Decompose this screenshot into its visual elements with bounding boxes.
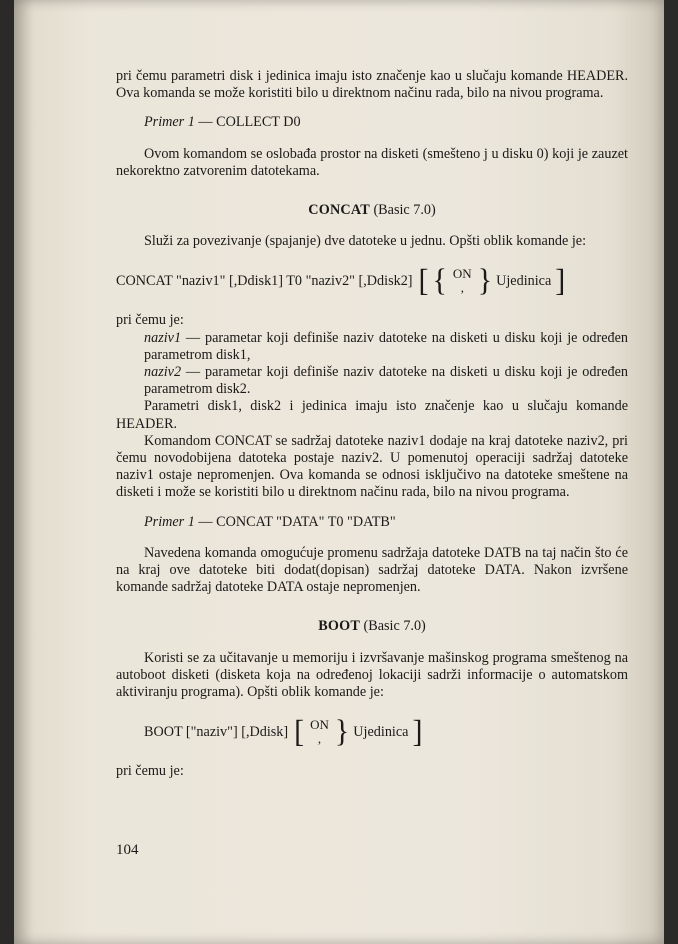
term2-desc: — parametar koji definiše naziv datoteke na disketi u disku koji je određen parametrom disk2.	[144, 364, 628, 398]
concat-syntax-unit: Ujedinica	[496, 272, 552, 289]
concat-choice	[451, 267, 474, 295]
example-code: — COLLECT D0	[198, 114, 301, 131]
concat-title: CONCAT	[308, 202, 370, 219]
boot-syntax-main: BOOT ["naziv"] [,Ddisk]	[144, 723, 289, 740]
term-naziv1	[116, 330, 628, 364]
concat-example-code: — CONCAT "DATA" T0 "DATB"	[198, 513, 396, 530]
right-brace-icon: }	[477, 263, 493, 299]
concat-title-suffix: (Basic 7.0)	[373, 202, 436, 219]
book-page	[14, 0, 664, 944]
concat-params-note: Parametri disk1, disk2 i jedinica imaju isto značenje kao u slučaju komande HEADER.	[116, 398, 628, 432]
term-naziv2	[116, 364, 628, 398]
boot-choice-comma: ,	[317, 731, 322, 747]
boot-choice	[308, 718, 331, 746]
boot-right-brace-icon: }	[334, 714, 350, 750]
example-label: Primer 1	[144, 114, 195, 131]
term2-name: naziv2	[144, 364, 182, 381]
intro-paragraph: pri čemu parametri disk i jedinica imaju isto značenje kao u slučaju komande HEADER. Ova komanda se može koristiti bilo u direktnom načinu rada, bilo na nivou programa.	[116, 68, 628, 102]
concat-description: Služi za povezivanje (spajanje) dve datoteke u jednu. Opšti oblik komande je:	[144, 233, 587, 250]
term1-name: naziv1	[144, 329, 182, 346]
page-content	[116, 68, 628, 780]
page-number: 104	[116, 842, 139, 858]
concat-example	[116, 514, 628, 531]
right-bracket-icon: ]	[555, 263, 566, 299]
concat-example-description: Navedena komanda omogućuje promenu sadržaja datoteke DATB na taj način što će na kraj ove datoteke biti dodat(dopisan) sadržaj datoteke DATA. Nakon izvršene komande sadržaj datoteke DATA ostaje nepromenjen.	[116, 544, 628, 596]
boot-right-bracket-icon: ]	[412, 714, 423, 750]
boot-description: Koristi se za učitavanje u memoriju i izvršavanje mašinskog programa smeštenog na autoboot disketi (disketa koja na određenoj lokaciji sadrži informacije o automatskom aktiviranju programa). Opšti oblik komande je:	[116, 649, 628, 701]
boot-syntax-unit: Ujedinica	[353, 723, 409, 740]
boot-left-bracket-icon: [	[294, 714, 305, 750]
boot-syntax	[116, 714, 628, 750]
boot-title-suffix: (Basic 7.0)	[363, 618, 426, 635]
left-bracket-icon: [	[418, 263, 429, 299]
collect-example	[116, 114, 628, 131]
concat-note: Komandom CONCAT se sadržaj datoteke naziv1 dodaje na kraj datoteke naziv2, pri čemu novodobijena datoteka postaje naziv2. U pomenutoj operaciji sadržaj datoteke naziv1 ostaje nepromenjen. Ova komanda se odnosi isključivo na datoteke smeštene na disketi i može se koristiti bilo u direktnom načinu rada, bilo na nivou programa.	[116, 432, 628, 501]
left-brace-icon: {	[432, 263, 447, 299]
concat-syntax	[116, 263, 628, 299]
concat-choice-comma: ,	[460, 280, 464, 296]
boot-where: pri čemu je:	[116, 763, 184, 780]
concat-example-label: Primer 1	[144, 513, 195, 530]
boot-choice-on: ON	[310, 717, 329, 733]
boot-title: BOOT	[318, 618, 360, 635]
concat-syntax-main: CONCAT "naziv1" [,Ddisk1] T0 "naziv2" [,Ddisk2]	[116, 272, 413, 289]
concat-syntax-options	[418, 263, 566, 299]
collect-description: Ovom komandom se oslobađa prostor na disketi (smešteno j u disku 0) koji je zauzet nekorektno zatvorenim datotekama.	[116, 145, 628, 179]
concat-choice-on: ON	[452, 266, 472, 282]
concat-where: pri čemu je:	[116, 312, 184, 329]
term1-desc: — parametar koji definiše naziv datoteke na disketi u disku koji je određen parametrom disk1,	[144, 329, 628, 363]
boot-section-title	[116, 618, 628, 635]
boot-syntax-options	[294, 714, 423, 750]
concat-section-title	[116, 202, 628, 219]
